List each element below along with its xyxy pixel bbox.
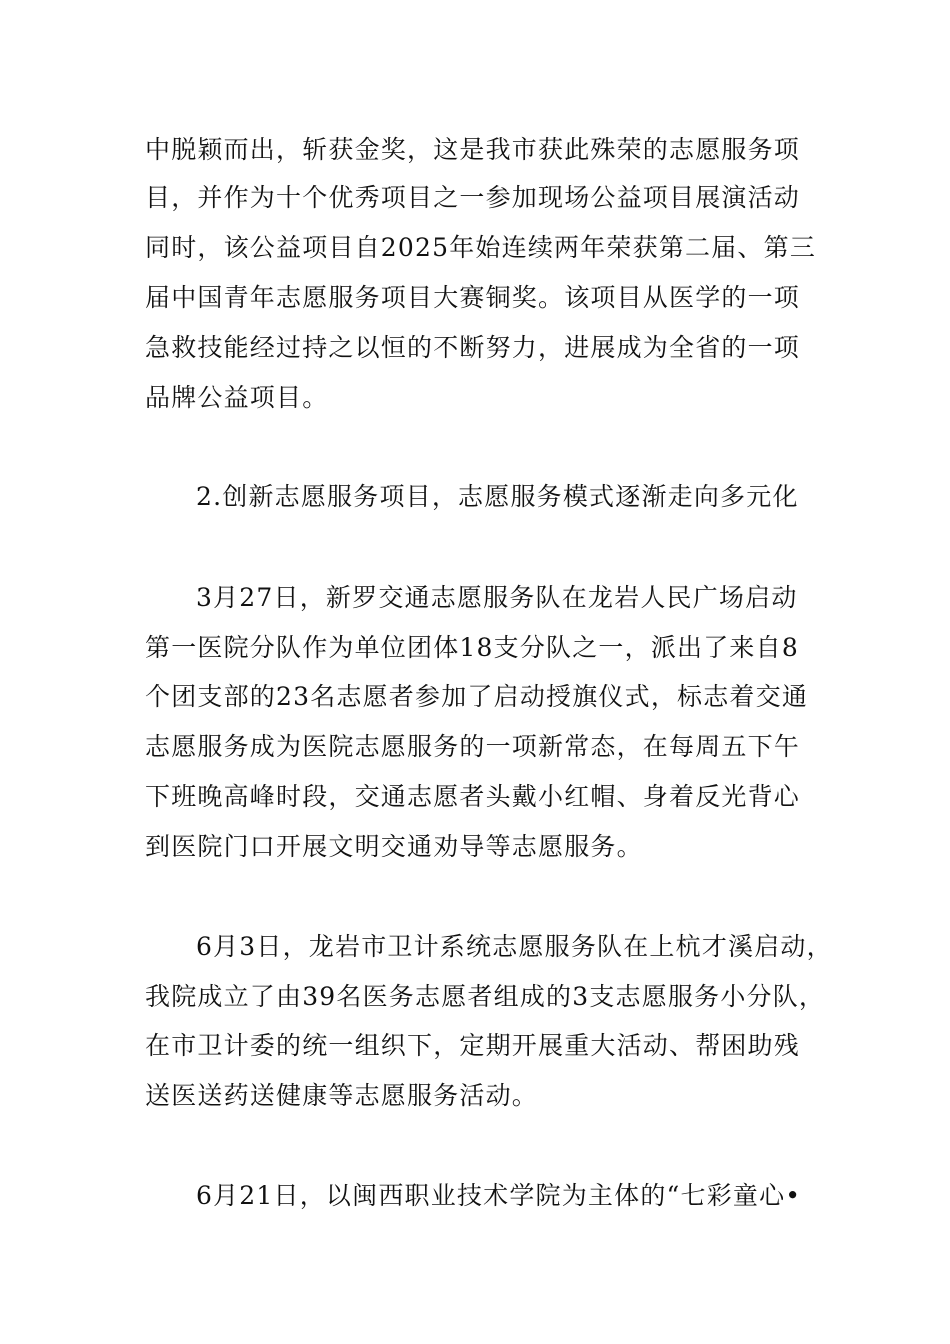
paragraph-2-line-2: 第一医院分队作为单位团体18支分队之一，派出了来自8: [145, 633, 799, 662]
paragraph-3-line-3: 在市卫计委的统一组织下，定期开展重大活动、帮困助残: [145, 1031, 801, 1060]
paragraph-2-line-6: 到医院门口开展文明交通劝导等志愿服务。: [145, 832, 643, 861]
paragraph-1-line-4: 届中国青年志愿服务项目大赛铜奖。该项目从医学的一项: [145, 283, 801, 312]
paragraph-1-line-6: 品牌公益项目。: [145, 383, 329, 412]
paragraph-4-line-1: 6月21日，以闽西职业技术学院为主体的“七彩童心•: [196, 1181, 802, 1210]
paragraph-2-line-4: 志愿服务成为医院志愿服务的一项新常态，在每周五下午: [145, 732, 801, 761]
paragraph-1-line-5: 急救技能经过持之以恒的不断努力，进展成为全省的一项: [145, 333, 801, 362]
section-heading: 2.创新志愿服务项目，志愿服务模式逐渐走向多元化: [196, 482, 799, 511]
paragraph-3-line-1: 6月3日，龙岩市卫计系统志愿服务队在上杭才溪启动，: [196, 932, 833, 961]
paragraph-2-line-5: 下班晚高峰时段，交通志愿者头戴小红帽、身着反光背心: [145, 782, 801, 811]
paragraph-2-line-3: 个团支部的23名志愿者参加了启动授旗仪式，标志着交通: [145, 682, 809, 711]
paragraph-3-line-4: 送医送药送健康等志愿服务活动。: [145, 1081, 539, 1110]
paragraph-1-line-3: 同时，该公益项目自2025年始连续两年荣获第二届、第三: [145, 233, 817, 262]
paragraph-1-line-2: 目，并作为十个优秀项目之一参加现场公益项目展演活动: [145, 183, 801, 212]
paragraph-2-line-1: 3月27日，新罗交通志愿服务队在龙岩人民广场启动: [196, 583, 798, 612]
paragraph-3-line-2: 我院成立了由39名医务志愿者组成的3支志愿服务小分队，: [145, 982, 826, 1011]
paragraph-1-line-1: 中脱颖而出，斩获金奖，这是我市获此殊荣的志愿服务项: [145, 135, 801, 164]
